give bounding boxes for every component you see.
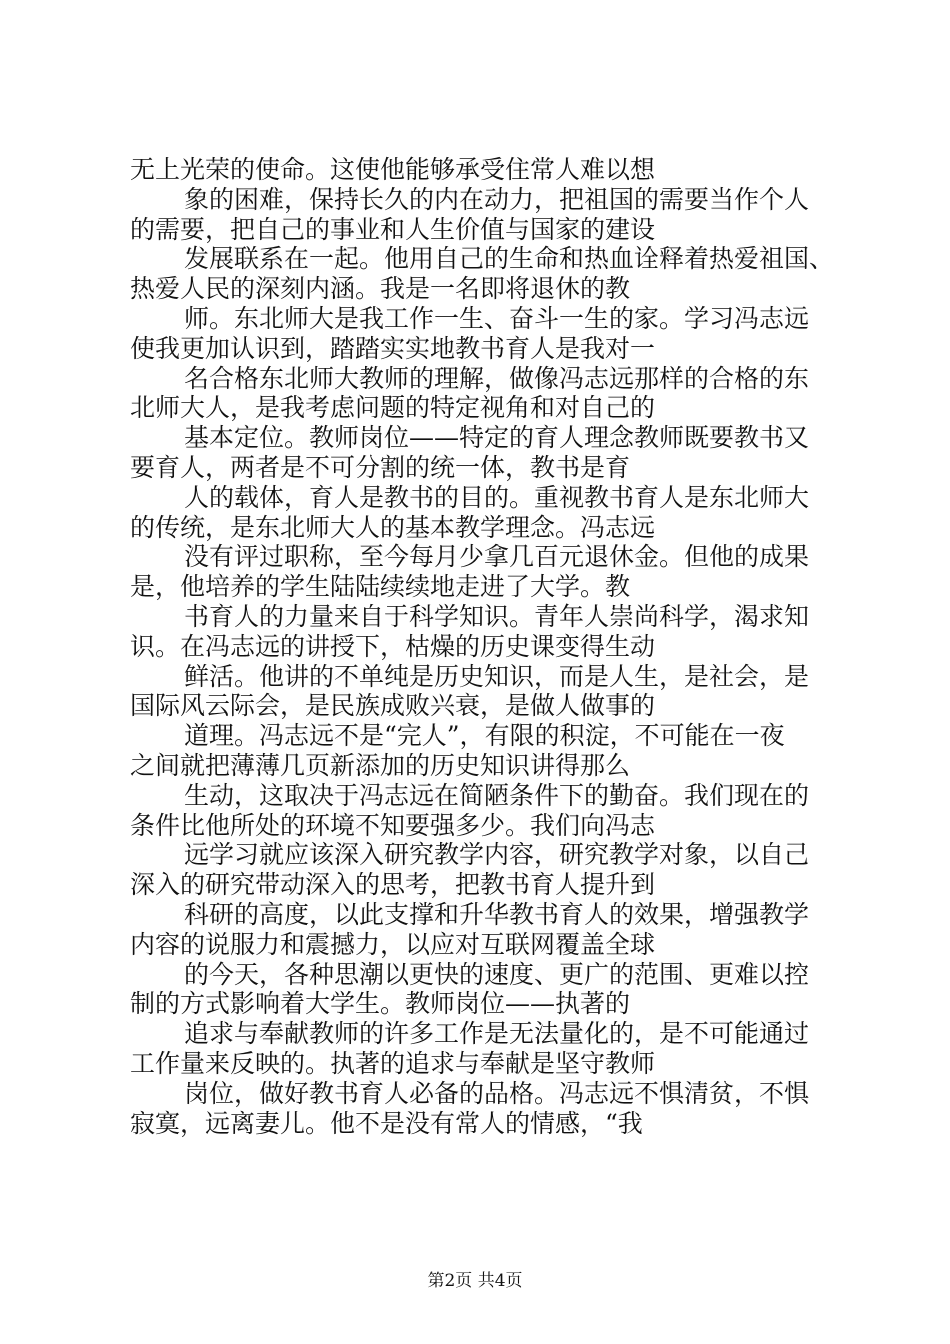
page-footer (0, 1271, 950, 1291)
text-line: 内容的说服力和震撼力，以应对互联网覆盖全球 (130, 929, 656, 959)
text-line: 制的方式影响着大学生。教师岗位——执著的 (130, 989, 631, 1019)
text-line: 使我更加认识到，踏踏实实地教书育人是我对一 (130, 333, 656, 363)
text-line: 象的困难，保持长久的内在动力，把祖国的需要当作个人 (184, 184, 810, 214)
text-line: 北师大人，是我考虑问题的特定视角和对自己的 (130, 393, 656, 423)
text-line: 条件比他所处的环境不知要强多少。我们向冯志 (130, 810, 656, 840)
text-line: 热爱人民的深刻内涵。我是一名即将退休的教 (130, 274, 631, 304)
text-line: 国际风云际会，是民族成败兴衰，是做人做事的 (130, 691, 656, 721)
text-line: 的今天，各种思潮以更快的速度、更广的范围、更难以控 (184, 959, 810, 989)
text-line: 发展联系在一起。他用自己的生命和热血诠释着热爱祖国、 (184, 244, 835, 274)
text-line: 岗位，做好教书育人必备的品格。冯志远不惧清贫，不惧 (184, 1078, 810, 1108)
text-line: 工作量来反映的。执著的追求与奉献是坚守教师 (130, 1048, 656, 1078)
text-line: 生动，这取决于冯志远在简陋条件下的勤奋。我们现在的 (184, 780, 810, 810)
text-line: 之间就把薄薄几页新添加的历史知识讲得那么 (130, 750, 631, 780)
text-line: 寂寞，远离妻儿。他不是没有常人的情感，“我 (130, 1108, 643, 1138)
text-line: 是，他培养的学生陆陆续续地走进了大学。教 (130, 572, 631, 602)
text-line: 无上光荣的使命。这使他能够承受住常人难以想 (130, 155, 656, 184)
text-line: 识。在冯志远的讲授下，枯燥的历史课变得生动 (130, 631, 656, 661)
text-line: 要育人，两者是不可分割的统一体，教书是育 (130, 452, 631, 482)
text-line: 远学习就应该深入研究教学内容，研究教学对象，以自己 (184, 840, 810, 870)
text-line: 基本定位。教师岗位——特定的育人理念教师既要教书又 (184, 423, 810, 453)
text-line: 追求与奉献教师的许多工作是无法量化的，是不可能通过 (184, 1019, 810, 1049)
text-line: 科研的高度，以此支撑和升华教书育人的效果，增强教学 (184, 899, 810, 929)
text-line: 的传统，是东北师大人的基本教学理念。冯志远 (130, 512, 656, 542)
text-line: 鲜活。他讲的不单纯是历史知识，而是人生，是社会，是 (184, 661, 810, 691)
body-text (130, 155, 835, 1138)
text-line: 道理。冯志远不是“完人”，有限的积淀，不可能在一夜 (184, 721, 785, 751)
text-line: 没有评过职称，至今每月少拿几百元退休金。但他的成果 (184, 542, 810, 572)
text-line: 书育人的力量来自于科学知识。青年人崇尚科学，渴求知 (184, 601, 810, 631)
text-line: 的需要，把自己的事业和人生价值与国家的建设 (130, 214, 656, 244)
text-line: 名合格东北师大教师的理解，做像冯志远那样的合格的东 (184, 363, 810, 393)
text-line: 师。东北师大是我工作一生、奋斗一生的家。学习冯志远 (184, 303, 810, 333)
text-line: 深入的研究带动深入的思考，把教书育人提升到 (130, 870, 656, 900)
page-number-label: 第2页 共4页 (427, 1271, 523, 1291)
text-line: 人的载体，育人是教书的目的。重视教书育人是东北师大 (184, 482, 810, 512)
